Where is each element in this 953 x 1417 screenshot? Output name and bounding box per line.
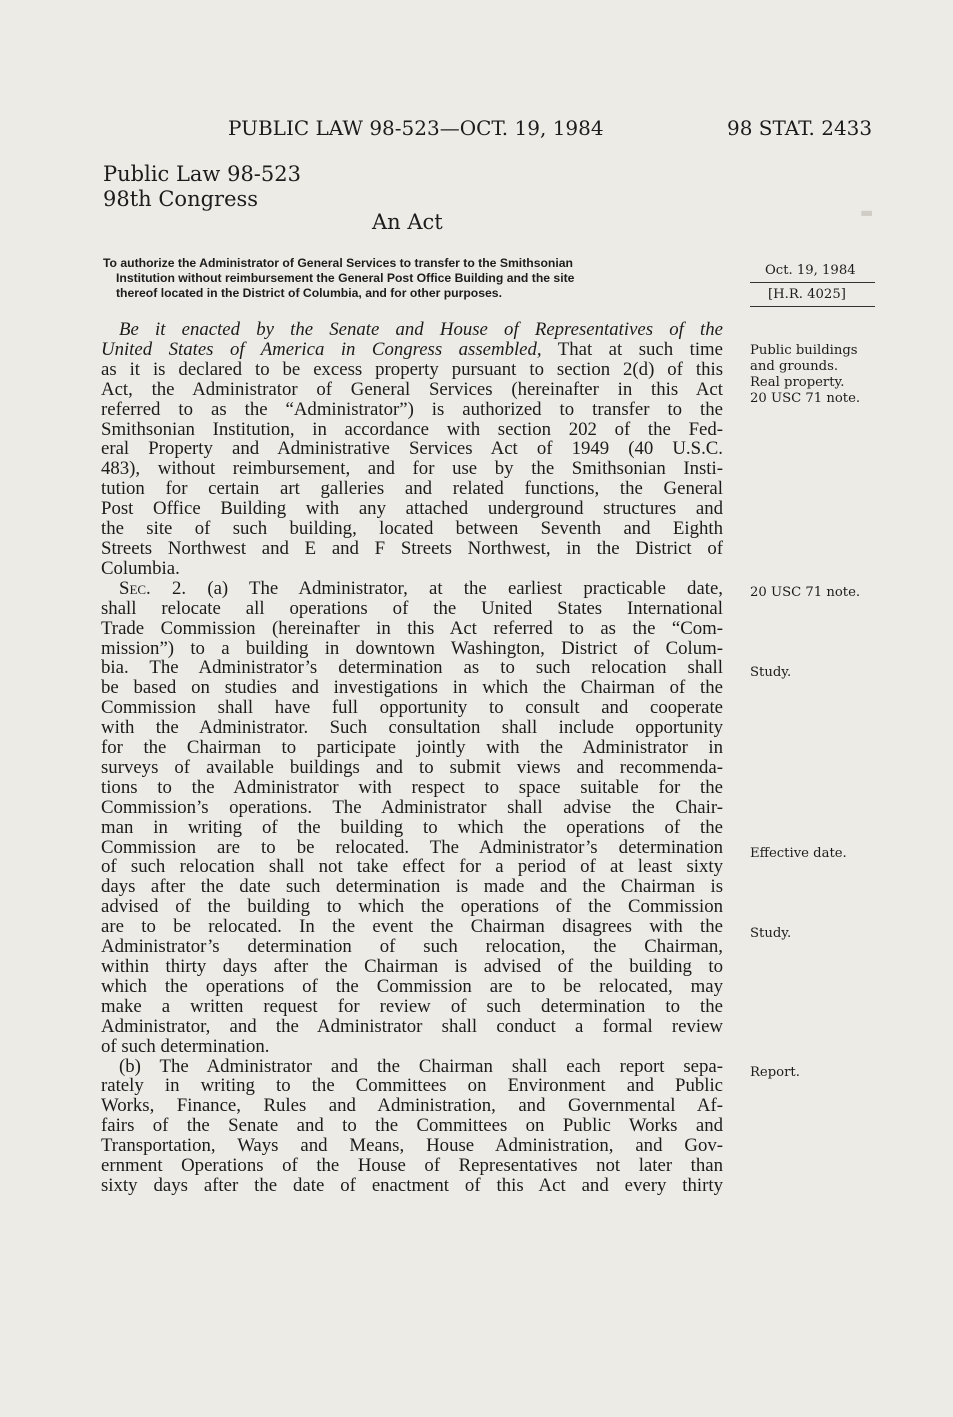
margin-line: Public buildings: [750, 343, 858, 358]
section2a-line: Commission’s operations. The Administrator shall advise the Chair-: [101, 796, 723, 818]
running-header-left: PUBLIC LAW 98-523—OCT. 19, 1984: [228, 116, 604, 140]
purpose-line: To authorize the Administrator of General Services to transfer to the Smithsonian: [103, 256, 573, 270]
section2b-line: Works, Finance, Rules and Administration, and Governmental Af-: [101, 1095, 723, 1117]
section1-line: tution for certain art galleries and related functions, the General: [101, 478, 723, 500]
section2a-line: Commission shall have full opportunity to consult and cooperate: [101, 697, 723, 719]
margin-rule-top: [750, 282, 875, 283]
margin-note-public-buildings: [750, 343, 860, 407]
section2a-line: man in writing of the building to which the operations of the: [101, 816, 723, 838]
enacting-rest: That at such time: [541, 338, 723, 360]
enacting-clause-line-2: [101, 340, 723, 360]
section2a-line: Administrator’s determination of such relocation, the Chairman,: [101, 936, 723, 958]
purpose-line: Institution without reimbursement the General Post Office Building and the site: [116, 271, 575, 285]
section2a-line: bia. The Administrator’s determination as to such relocation shall: [101, 657, 723, 679]
margin-note-bill: [H.R. 4025]: [768, 287, 846, 302]
section2b-line: fairs of the Senate and to the Committees on Public Works and: [101, 1115, 723, 1137]
section1-line: Act, the Administrator of General Services (hereinafter in this Act: [101, 378, 723, 400]
section2a-line: surveys of available buildings and to submit views and recommenda-: [101, 756, 723, 778]
congress-number: 98th Congress: [103, 187, 259, 211]
section-label: Sec.: [119, 577, 151, 599]
section2a-line: shall relocate all operations of the United States International: [101, 597, 723, 619]
public-law-designation: [103, 162, 301, 212]
section2b-line: ernment Operations of the House of Representatives not later than: [101, 1155, 723, 1177]
margin-note-usc: 20 USC 71 note.: [750, 585, 861, 600]
section2a-line: with the Administrator. Such consultation shall include opportunity: [101, 717, 723, 739]
bleed-through: ▬: [860, 205, 874, 221]
section1-line: Streets Northwest and E and F Streets Northwest, in the District of: [101, 537, 723, 559]
section2a-line: advised of the building to which the operations of the Commission: [101, 896, 723, 918]
section1-line: the site of such building, located between Seventh and Eighth: [101, 518, 723, 540]
margin-note-report: Report.: [750, 1065, 800, 1080]
section2a-first-line: [101, 579, 723, 599]
margin-rule-bottom: [750, 306, 875, 307]
act-title: An Act: [372, 210, 443, 234]
section2a-line: for the Chairman to participate jointly with the Administrator in: [101, 737, 723, 759]
running-header-right: 98 STAT. 2433: [727, 116, 873, 140]
section1-line: Columbia.: [101, 557, 180, 579]
section2a-line: Trade Commission (hereinafter in this Act referred to as the “Com-: [101, 617, 723, 639]
act-body: [101, 320, 723, 1196]
section1-line: Post Office Building with any attached underground structures and: [101, 498, 723, 520]
section1-line: referred to as the “Administrator”) is authorized to transfer to the: [101, 398, 723, 420]
section2b-line: sixty days after the date of enactment of this Act and every thirty: [101, 1174, 723, 1196]
enacting-clause-line-1: [101, 320, 723, 340]
section2a-line: days after the date such determination is made and the Chairman is: [101, 876, 723, 898]
section1-line: Smithsonian Institution, in accordance with section 202 of the Fed-: [101, 418, 723, 440]
section2b-line: rately in writing to the Committees on Environment and Public: [101, 1075, 723, 1097]
margin-line: and grounds.: [750, 359, 839, 374]
public-law-number: Public Law 98-523: [103, 162, 301, 186]
section2a-first-rest: 2. (a) The Administrator, at the earliest practicable date,: [150, 577, 723, 599]
section1-line: as it is declared to be excess property pursuant to section 2(d) of this: [101, 358, 723, 380]
section1-line: eral Property and Administrative Services Act of 1949 (40 U.S.C.: [101, 438, 723, 460]
section2a-line: Commission are to be relocated. The Administrator’s determination: [101, 836, 723, 858]
section2b-line: Transportation, Ways and Means, House Administration, and Gov-: [101, 1135, 723, 1157]
section2a-line: of such determination.: [101, 1035, 270, 1057]
section2a-line: within thirty days after the Chairman is advised of the building to: [101, 956, 723, 977]
margin-line: 20 USC 71 note.: [750, 391, 861, 406]
section2a-line: be based on studies and investigations in which the Chairman of the: [101, 677, 723, 699]
section1-line: 483), without reimbursement, and for use by the Smithsonian Insti-: [101, 458, 723, 480]
section2a-line: of such relocation shall not take effect for a period of at least sixty: [101, 856, 723, 878]
section2a-line: which the operations of the Commission are to be relocated, may: [101, 975, 723, 997]
margin-line: Real property.: [750, 375, 845, 390]
section2a-line: are to be relocated. In the event the Chairman disagrees with the: [101, 916, 723, 938]
margin-note-study-1: Study.: [750, 665, 792, 680]
section2a-line: make a written request for review of such determination to the: [101, 995, 723, 1017]
section2b-line: (b) The Administrator and the Chairman shall each report sepa-: [119, 1055, 723, 1077]
enacting-italic-2: United States of America in Congress assembled,: [101, 338, 542, 360]
margin-note-date: Oct. 19, 1984: [765, 263, 856, 278]
margin-note-effective-date: Effective date.: [750, 846, 847, 861]
enacting-italic-1: Be it enacted by the Senate and House of Representatives of the: [119, 319, 723, 340]
section2a-line: Administrator, and the Administrator shall conduct a formal review: [101, 1015, 723, 1037]
section2a-line: mission”) to a building in downtown Washington, District of Colum-: [101, 637, 723, 659]
section2a-line: tions to the Administrator with respect to space suitable for the: [101, 776, 723, 798]
purpose-line: thereof located in the District of Columbia, and for other purposes.: [116, 286, 502, 300]
margin-note-study-2: Study.: [750, 926, 792, 941]
purpose-clause: [103, 256, 723, 301]
